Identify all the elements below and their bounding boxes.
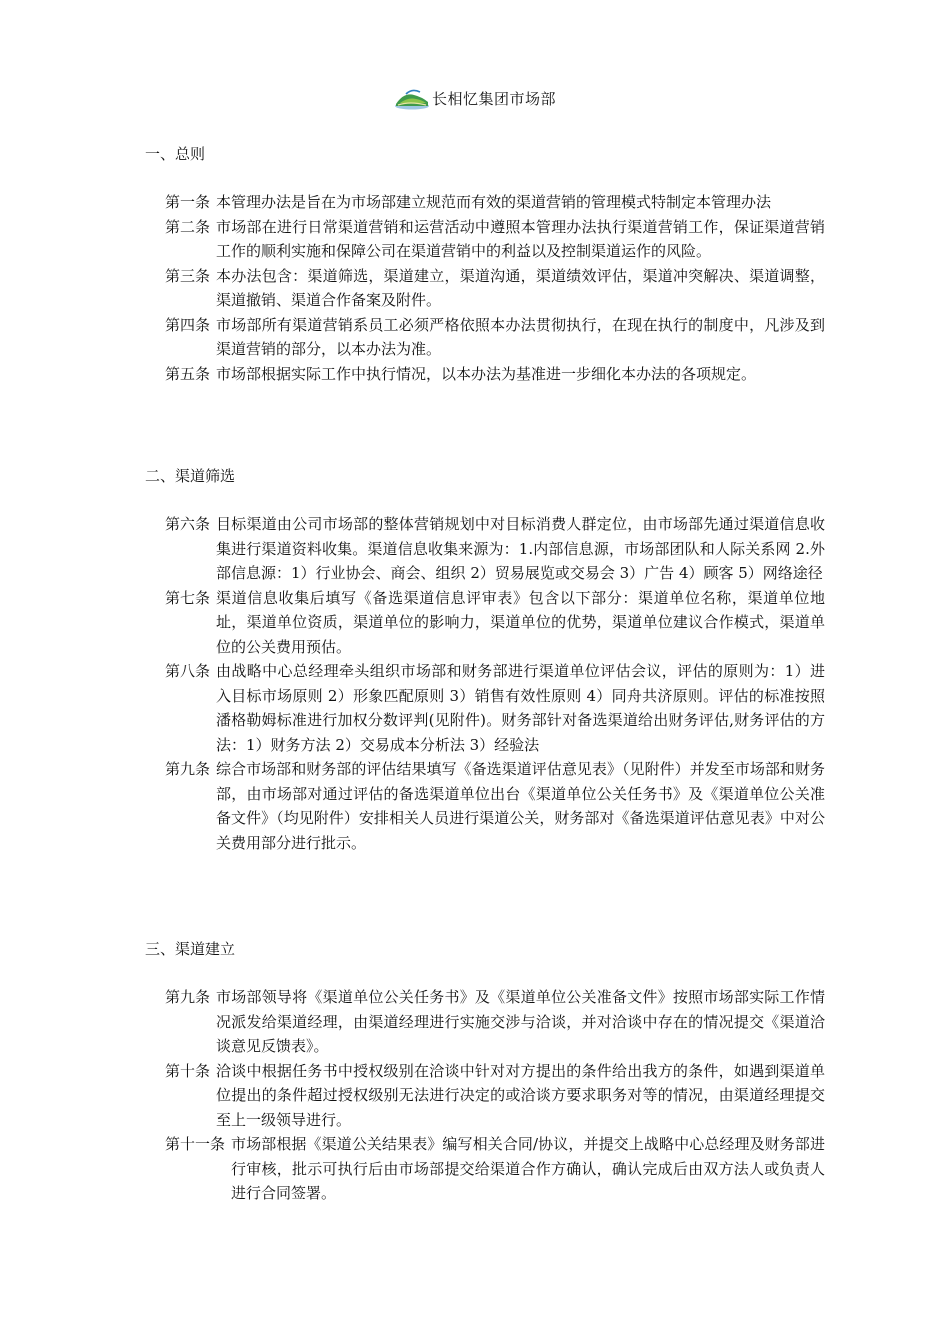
section-heading: 二、渠道筛选 [145,467,236,485]
article-number: 第十条 [165,1061,211,1080]
article-list [165,985,825,1206]
article-list [165,190,825,386]
article-item [165,586,825,660]
article-item [165,362,825,387]
article-text: 本管理办法是旨在为市场部建立规范而有效的渠道营销的管理模式特制定本管理办法 [216,193,772,211]
section-channel-establishment [145,937,845,1206]
article-item [165,264,825,313]
article-number: 第三条 [165,266,211,285]
article-number: 第二条 [165,217,211,236]
article-number: 第四条 [165,315,211,334]
article-item [165,1059,825,1133]
article-text: 市场部所有渠道营销系员工必须严格依照本办法贯彻执行，在现在执行的制度中，凡涉及到渠道营销的部分，以本办法为准。 [216,315,825,358]
article-item [165,985,825,1059]
page-header [0,86,950,110]
company-department-title: 长相忆集团市场部 [431,89,556,108]
article-text: 市场部根据《渠道公关结果表》编写相关合同/协议，并提交上战略中心总经理及财务部进行审核，批示可执行后由市场部提交给渠道合作方确认，确认完成后由双方法人或负责人进行合同签署。 [231,1135,825,1202]
article-number: 第七条 [165,588,211,607]
article-text: 渠道信息收集后填写《备选渠道信息评审表》包含以下部分：渠道单位名称，渠道单位地址，渠道单位资质，渠道单位的影响力，渠道单位的优势，渠道单位建议合作模式，渠道单位的公关费用预估。 [216,588,825,656]
article-item [165,313,825,362]
section-general [145,142,845,386]
article-text: 综合市场部和财务部的评估结果填写《备选渠道评估意见表》（见附件）并发至市场部和财务部，由市场部对通过评估的备选渠道单位出台《渠道单位公关任务书》及《渠道单位公关准备文件》（均见附件）安排相关人员进行渠道公关，财务部对《备选渠道评估意见表》中对公关费用部分进行批示。 [216,760,825,852]
article-item [165,215,825,264]
article-item [165,659,825,757]
section-heading: 一、总则 [145,145,206,163]
article-text: 洽谈中根据任务书中授权级别在洽谈中针对对方提出的条件给出我方的条件，如遇到渠道单位提出的条件超过授权级别无法进行决定的或洽谈方要求职务对等的情况，由渠道经理提交至上一级领导进行。 [216,1061,825,1129]
article-number: 第五条 [165,364,211,383]
section-channel-screening [145,464,845,855]
section-heading: 三、渠道建立 [145,940,236,958]
article-text: 市场部根据实际工作中执行情况，以本办法为基准进一步细化本办法的各项规定。 [216,364,757,383]
landscape-logo-icon [394,86,430,110]
article-number: 第八条 [165,662,211,680]
article-number: 第一条 [165,193,211,211]
article-number: 第十一条 [165,1135,226,1153]
article-text: 由战略中心总经理牵头组织市场部和财务部进行渠道单位评估会议，评估的原则为：1）进入目标市场原则 2）形象匹配原则 3）销售有效性原则 4）同舟共济原则。评估的标准按照潘格勒姆标准进行加权分数评判(见附件)。财务部针对备选渠道给出财务评估,财务评估的方法：1）财务方法 2）交易成本分析法 3）经验法 [216,662,825,754]
article-number: 第九条 [165,988,211,1006]
article-text: 本办法包含：渠道筛选，渠道建立，渠道沟通，渠道绩效评估，渠道冲突解决、渠道调整，渠道撤销、渠道合作备案及附件。 [216,266,825,309]
article-number: 第九条 [165,760,211,778]
article-number: 第六条 [165,515,211,533]
article-item [165,757,825,855]
article-item [165,512,825,586]
article-item [165,1132,825,1206]
article-text: 市场部在进行日常渠道营销和运营活动中遵照本管理办法执行渠道营销工作，保证渠道营销工作的顺利实施和保障公司在渠道营销中的利益以及控制渠道运作的风险。 [216,217,825,260]
article-text: 市场部领导将《渠道单位公关任务书》及《渠道单位公关准备文件》按照市场部实际工作情况派发给渠道经理，由渠道经理进行实施交涉与洽谈，并对洽谈中存在的情况提交《渠道洽谈意见反馈表》。 [216,988,825,1055]
article-list [165,512,825,855]
article-item [165,190,825,215]
article-text: 目标渠道由公司市场部的整体营销规划中对目标消费人群定位，由市场部先通过渠道信息收集进行渠道资料收集。渠道信息收集来源为：1.内部信息源，市场部团队和人际关系网 2.外部信息源：1）行业协会、商会、组织 2）贸易展览或交易会 3）广告 4）顾客 5）网络途径 [216,515,825,582]
